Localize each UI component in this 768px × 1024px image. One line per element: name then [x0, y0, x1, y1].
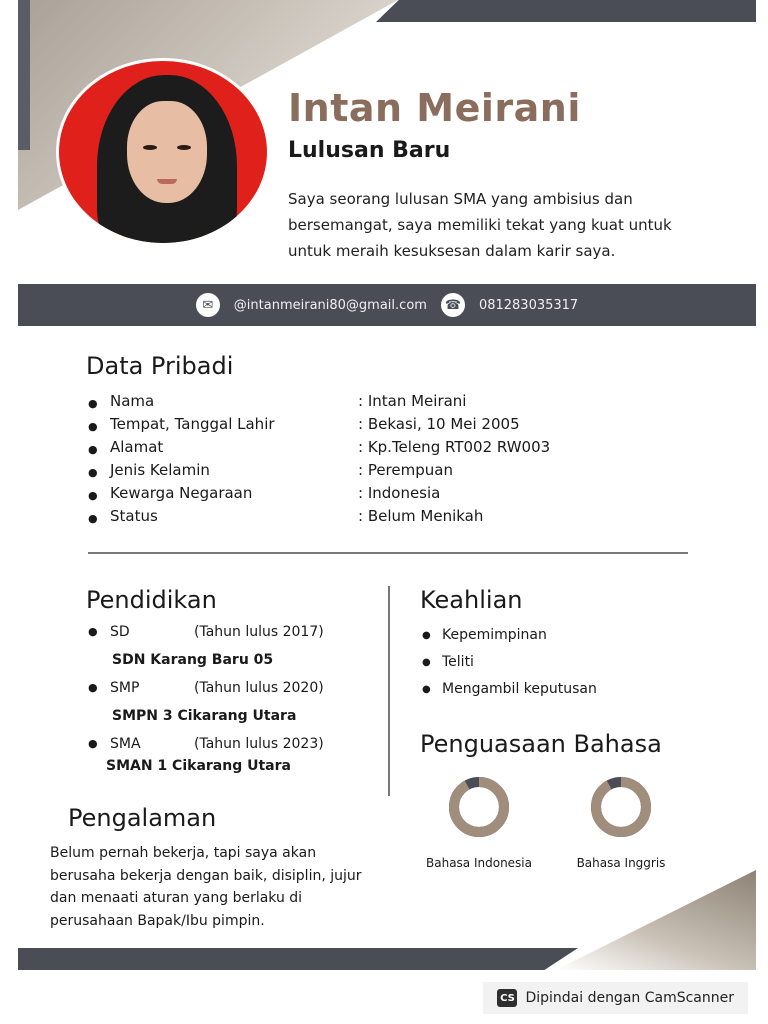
education-item: ● SD (Tahun lulus 2017) SDN Karang Baru 05 [88, 624, 324, 668]
section-title-languages: Penguasaan Bahasa [420, 730, 662, 758]
section-title-personal: Data Pribadi [86, 352, 234, 380]
education-list [88, 624, 378, 792]
education-item: ● SMA (Tahun lulus 2023) SMAN 1 Cikarang Utara [88, 736, 324, 774]
education-year: (Tahun lulus 2023) [194, 736, 324, 752]
contact-phone[interactable]: 081283035317 [478, 297, 579, 313]
section-title-experience: Pengalaman [68, 804, 217, 832]
skill-item: ● Kepemimpinan [422, 627, 547, 643]
camscanner-watermark [483, 982, 748, 1014]
education-level: SD [110, 624, 130, 640]
watermark-text: Dipindai dengan CamScanner [525, 990, 734, 1006]
education-year: (Tahun lulus 2017) [194, 624, 324, 640]
language-label: Bahasa Inggris [576, 856, 666, 870]
list-item: ● Nama : Intan Meirani [88, 392, 467, 410]
personal-data-list [88, 392, 550, 530]
language-label: Bahasa Indonesia [426, 856, 532, 870]
experience-text: Belum pernah bekerja, tapi saya akan berusaha bekerja dengan baik, disiplin, jujur dan menaati aturan yang berlaku di perusahaan Bapak/Ibu pimpin. [50, 845, 362, 929]
list-item: ● Status : Belum Menikah [88, 507, 484, 525]
horizontal-divider [88, 552, 688, 554]
decorative-bottom-bar [18, 948, 578, 970]
mail-icon: ✉ [196, 293, 220, 317]
skill-item: ● Mengambil keputusan [422, 681, 597, 697]
vertical-divider [388, 586, 390, 796]
education-item: ● SMP (Tahun lulus 2020) SMPN 3 Cikarang Utara [88, 680, 324, 724]
profile-photo [56, 58, 270, 246]
person-role: Lulusan Baru [288, 138, 451, 163]
education-year: (Tahun lulus 2020) [194, 680, 324, 696]
decorative-strip [18, 0, 30, 150]
contact-bar [18, 284, 756, 326]
education-level: SMP [110, 680, 140, 696]
person-name: Intan Meirani [288, 86, 581, 130]
list-item: ● Kewarga Negaraan : Indonesia [88, 484, 441, 502]
language-ring-indonesian [444, 772, 514, 842]
list-item: ● Tempat, Tanggal Lahir : Bekasi, 10 Mei 2005 [88, 415, 520, 433]
language-ring-english [586, 772, 656, 842]
list-item: ● Alamat : Kp.Teleng RT002 RW003 [88, 438, 551, 456]
education-school: SMAN 1 Cikarang Utara [106, 758, 291, 774]
education-level: SMA [110, 736, 141, 752]
skill-item: ● Teliti [422, 654, 474, 670]
decorative-bottom-corner [556, 870, 756, 970]
camscanner-logo: CS [497, 989, 517, 1007]
phone-icon: ☎ [441, 293, 465, 317]
resume-page [18, 0, 756, 970]
profile-summary: Saya seorang lulusan SMA yang ambisius dan bersemangat, saya memiliki tekat yang kuat untuk untuk meraih kesuksesan dalam karir saya. [288, 190, 672, 260]
language-indonesian [414, 772, 544, 870]
decorative-top-bar [376, 0, 756, 22]
section-title-education: Pendidikan [86, 586, 217, 614]
education-school: SDN Karang Baru 05 [112, 652, 274, 668]
list-item: ● Jenis Kelamin : Perempuan [88, 461, 453, 479]
skills-list [422, 622, 597, 703]
education-school: SMPN 3 Cikarang Utara [112, 708, 297, 724]
contact-email[interactable]: @intanmeirani80@gmail.com [233, 297, 427, 313]
section-title-skills: Keahlian [420, 586, 523, 614]
language-english [556, 772, 686, 870]
